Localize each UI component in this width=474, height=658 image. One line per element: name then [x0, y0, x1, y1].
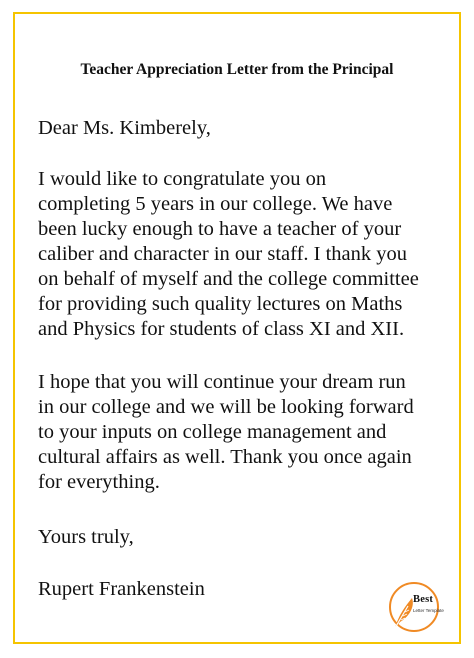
brand-logo [389, 582, 451, 632]
letter-title: Teacher Appreciation Letter from the Principal [80, 61, 394, 78]
paragraph-1 [38, 167, 419, 342]
paragraph-line: cultural affairs as well. Thank you once again [38, 446, 412, 468]
logo-text-subtitle: Letter Template [413, 608, 444, 613]
signature-name: Rupert Frankenstein [38, 578, 205, 600]
salutation: Dear Ms. Kimberely, [38, 117, 211, 139]
logo-text-best: Best [413, 594, 434, 605]
paragraph-line: completing 5 years in our college. We have [38, 193, 393, 215]
paragraph-line: in our college and we will be looking forward [38, 396, 414, 418]
paragraph-line: caliber and character in our staff. I thank you [38, 243, 408, 265]
paragraph-line: on behalf of myself and the college committee [38, 268, 419, 290]
paragraph-line: and Physics for students of class XI and XII. [38, 318, 405, 340]
paragraph-line: to your inputs on college management and [38, 421, 387, 443]
paragraph-line: for providing such quality lectures on Maths [38, 293, 403, 315]
paragraph-line: I would like to congratulate you on [38, 168, 327, 190]
closing: Yours truly, [38, 526, 134, 548]
paragraph-line: been lucky enough to have a teacher of your [38, 218, 402, 240]
paragraph-2 [38, 370, 414, 495]
paragraph-line: I hope that you will continue your dream run [38, 371, 406, 393]
paragraph-line: for everything. [38, 471, 160, 493]
